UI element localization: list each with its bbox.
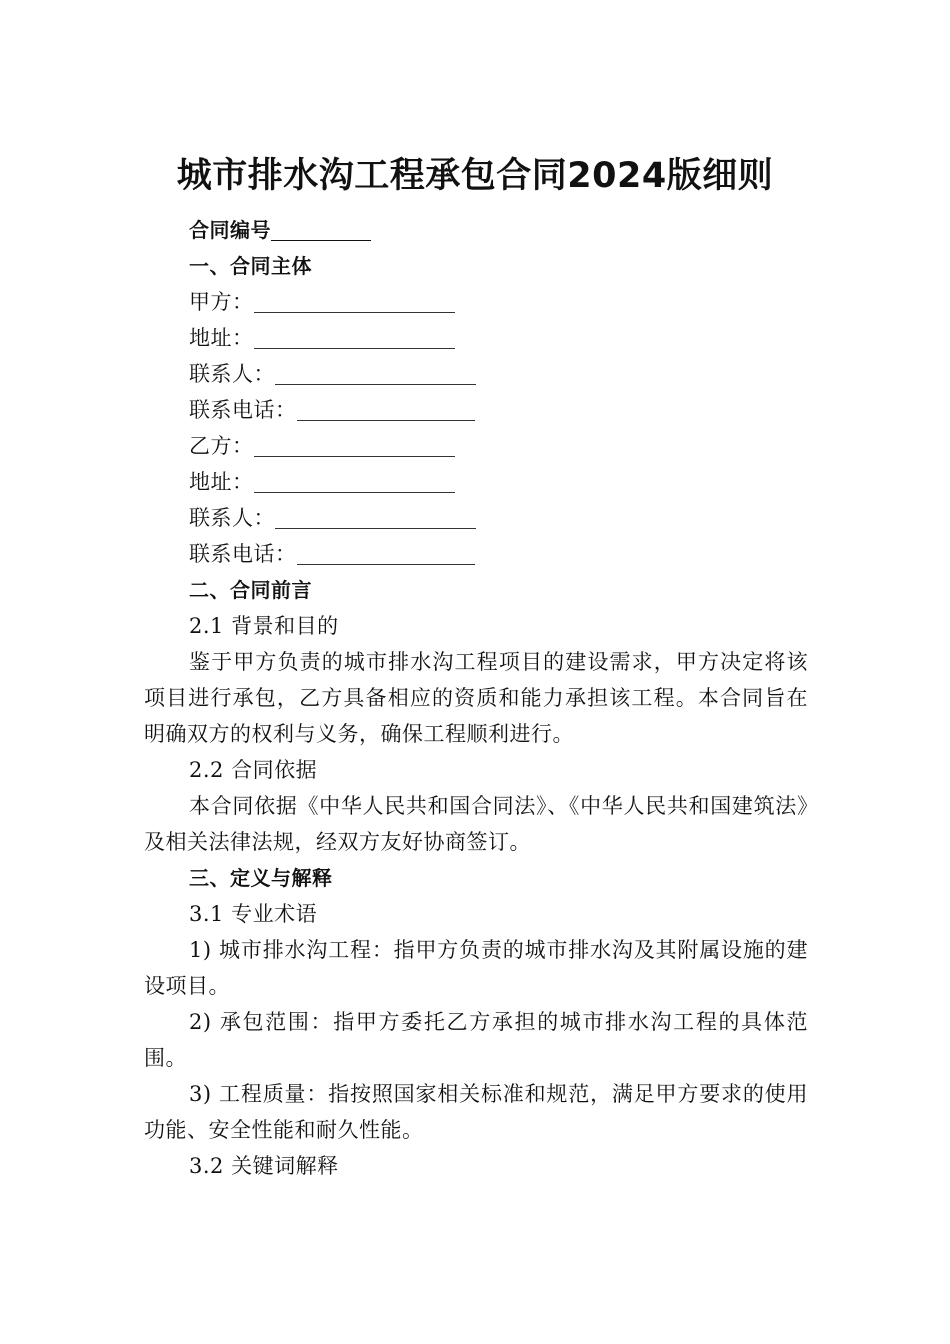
party-b-address-blank [254, 470, 455, 493]
party-a-address-blank [254, 326, 455, 349]
party-a-address-line [144, 320, 808, 356]
party-a-contact-label: 联系人： [189, 362, 275, 386]
party-a-phone-line [144, 392, 808, 428]
party-a-label: 甲方： [189, 290, 254, 314]
paragraph-basis: 本合同依据《中华人民共和国合同法》、《中华人民共和国建筑法》及相关法律法规，经双方友好协商签订。 [144, 794, 808, 854]
party-b-phone-line [144, 536, 808, 572]
party-b-address-label: 地址： [189, 470, 254, 494]
subsection-title-terms: 3.1 专业术语 [189, 902, 318, 926]
contract-number-label: 合同编号 [189, 218, 271, 242]
party-b-phone-label: 联系电话： [189, 542, 297, 566]
subsection-title-keywords: 3.2 关键词解释 [189, 1154, 339, 1178]
party-b-line [144, 428, 808, 464]
contract-number-line [144, 212, 808, 248]
party-b-contact-line [144, 500, 808, 536]
party-a-address-label: 地址： [189, 326, 254, 350]
section-heading-definitions: 三、定义与解释 [189, 866, 333, 890]
section-heading-parties: 一、合同主体 [189, 254, 312, 278]
term-drainage-project: 1) 城市排水沟工程：指甲方负责的城市排水沟及其附属设施的建设项目。 [144, 938, 808, 998]
subsection-title-background: 2.1 背景和目的 [189, 614, 339, 638]
party-a-contact-line [144, 356, 808, 392]
term-contract-scope: 2) 承包范围：指甲方委托乙方承担的城市排水沟工程的具体范围。 [144, 1010, 808, 1070]
contract-number-blank [271, 218, 371, 241]
subsection-title-basis: 2.2 合同依据 [189, 758, 318, 782]
party-b-contact-label: 联系人： [189, 506, 275, 530]
party-a-blank [254, 290, 455, 313]
party-a-contact-blank [275, 362, 476, 385]
section-heading-preamble: 二、合同前言 [189, 578, 312, 602]
party-b-contact-blank [275, 506, 476, 529]
party-b-address-line [144, 464, 808, 500]
paragraph-background: 鉴于甲方负责的城市排水沟工程项目的建设需求，甲方决定将该项目进行承包，乙方具备相应的资质和能力承担该工程。本合同旨在明确双方的权利与义务，确保工程顺利进行。 [144, 650, 808, 746]
party-a-phone-label: 联系电话： [189, 398, 297, 422]
document-body [144, 212, 808, 1184]
term-project-quality: 3) 工程质量：指按照国家相关标准和规范，满足甲方要求的使用功能、安全性能和耐久性能。 [144, 1082, 808, 1142]
party-a-phone-blank [297, 398, 475, 421]
party-a-line [144, 284, 808, 320]
party-b-label: 乙方： [189, 434, 254, 458]
party-b-blank [254, 434, 455, 457]
document-title: 城市排水沟工程承包合同2024版细则 [176, 156, 774, 196]
party-b-phone-blank [297, 542, 475, 565]
